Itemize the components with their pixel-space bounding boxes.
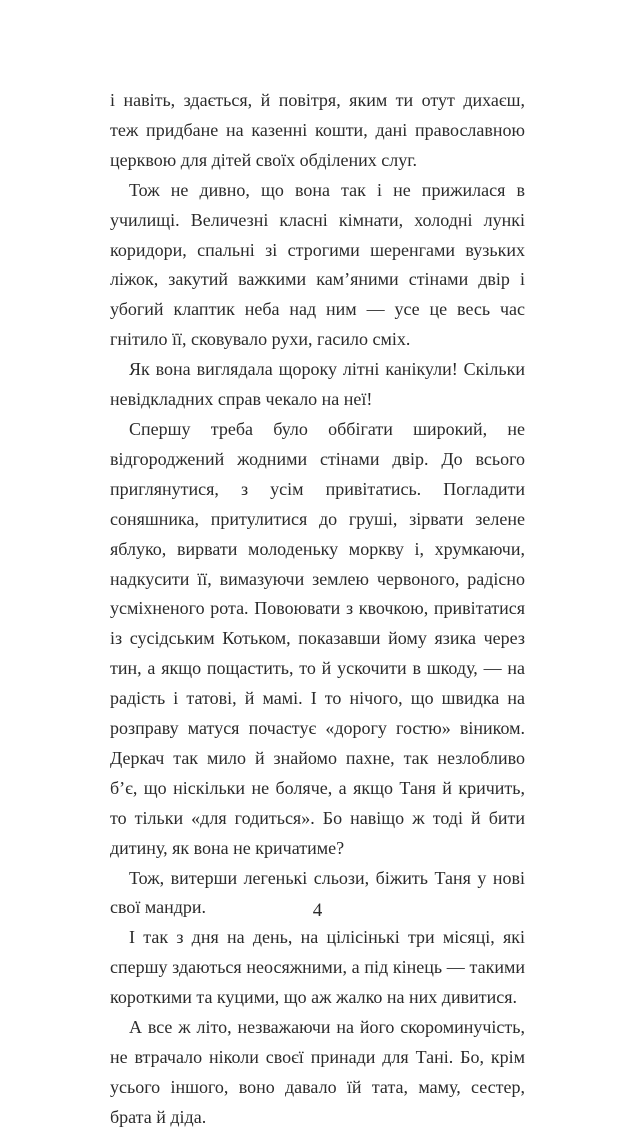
- paragraph: Спершу треба було оббігати широкий, не відгороджений жодними стінами двір. До всього приглянутися, з усім привітатись. Погладити соняшника, притулитися до груші, зірвати зелене яблуко, вирвати молоденьку моркву і, хрумкаючи, надкусити її, вимазуючи землею червоного, радісно усміхненого рота. Повоювати з квочкою, привітатися із сусідським Котьком, показавши йому язика через тин, а якщо пощастить, то й ускочити в шкоду, — на радість і татові, й мамі. І то нічого, що швидка на розправу матуся почастує «дорогу гостю» віником. Деркач так мило й знайомо пахне, так незлобливо б’є, що ніскільки не боляче, а якщо Таня й кричить, то тільки «для годиться». Бо навіщо ж тоді й бити дитину, як вона не кричатиме?: [110, 418, 525, 858]
- paragraph: Тож, витерши легенькі сльози, біжить Таня у нові свої мандри.: [110, 867, 525, 918]
- paragraph: І так з дня на день, на цілісінькі три місяці, які спершу здаються неосяжними, а під кінець — такими короткими та куцими, що аж жалко на них дивитися.: [110, 927, 525, 1008]
- paragraph: і навіть, здається, й повітря, яким ти отут дихаєш, теж придбане на казенні кошти, дані православною церквою для дітей своїх обділених слуг.: [110, 90, 525, 170]
- paragraph: А все ж літо, незважаючи на його скороминучість, не втрачало ніколи своєї принади для Тані. Бо, крім усього іншого, воно давало їй тата, маму, сестер, брата й діда.: [110, 1017, 525, 1127]
- paragraph: Тож не дивно, що вона так і не прижилася в училищі. Величезні класні кімнати, холодні лункі коридори, спальні зі строгими шеренгами вузьких ліжок, закутий важкими кам’яними стінами двір і убогий клаптик неба над ним — усе це весь час гнітило її, сковувало рухи, гасило сміх.: [110, 179, 525, 350]
- paragraph: Як вона виглядала щороку літні канікули! Скільки невідкладних справ чекало на неї!: [110, 359, 525, 410]
- page-number: 4: [312, 900, 323, 921]
- page-body: [110, 86, 525, 1133]
